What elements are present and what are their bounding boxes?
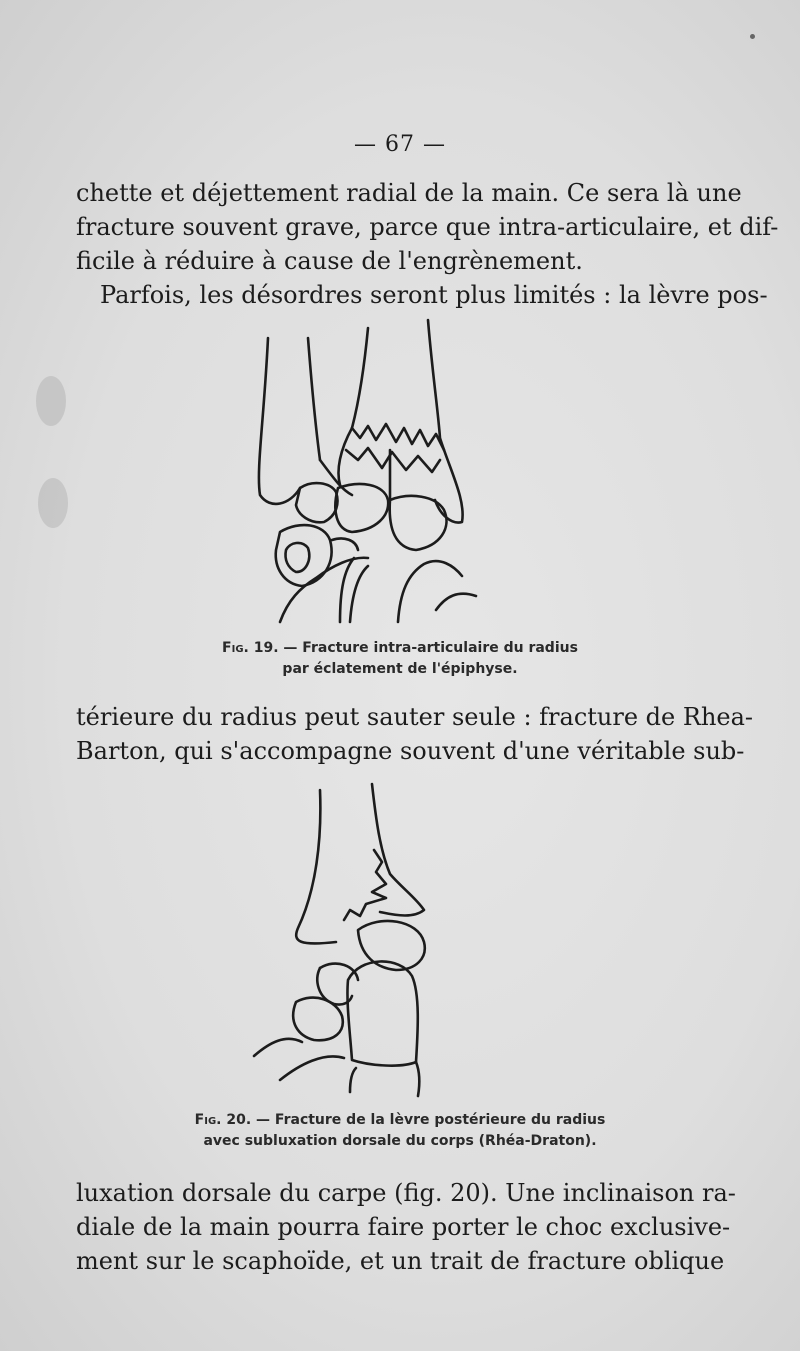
caption-line: par éclatement de l'épiphyse. — [282, 661, 518, 677]
page-number: — 67 — — [354, 132, 446, 157]
caption-line — [0, 638, 800, 659]
text-line: Parfois, les désordres seront plus limités : la lèvre pos- — [100, 281, 768, 309]
figure-19-caption — [0, 638, 800, 680]
caption-line — [0, 1110, 800, 1131]
figure-label: Fig. 19. — [222, 640, 279, 656]
figure-20-caption — [0, 1110, 800, 1152]
paragraph-1 — [76, 176, 779, 312]
text-line: térieure du radius peut sauter seule : fracture de Rhea- — [76, 703, 754, 731]
text-line: Barton, qui s'accompagne souvent d'une véritable sub- — [76, 737, 745, 765]
stain — [38, 478, 68, 528]
paragraph-2 — [76, 700, 754, 768]
text-line: ficile à réduire à cause de l'engrènement. — [76, 247, 583, 275]
text-line: diale de la main pourra faire porter le choc exclusive- — [76, 1213, 731, 1241]
text-line: fracture souvent grave, parce que intra-articulaire, et dif- — [76, 213, 779, 241]
text-line: luxation dorsale du carpe (fig. 20). Une inclinaison ra- — [76, 1179, 736, 1207]
caption-text: — Fracture de la lèvre postérieure du radius — [251, 1112, 606, 1128]
caption-text: — Fracture intra-articulaire du radius — [278, 640, 578, 656]
text-line: chette et déjettement radial de la main. Ce sera là une — [76, 179, 742, 207]
stain — [36, 376, 66, 426]
speck — [750, 34, 755, 39]
figure-19-illustration — [240, 310, 500, 630]
figure-label: Fig. 20. — [194, 1112, 252, 1128]
caption-line: avec subluxation dorsale du corps (Rhéa-Draton). — [203, 1133, 597, 1149]
paragraph-3 — [76, 1176, 736, 1278]
figure-20-illustration — [240, 780, 450, 1100]
text-line: ment sur le scaphoïde, et un trait de fracture oblique — [76, 1247, 725, 1275]
